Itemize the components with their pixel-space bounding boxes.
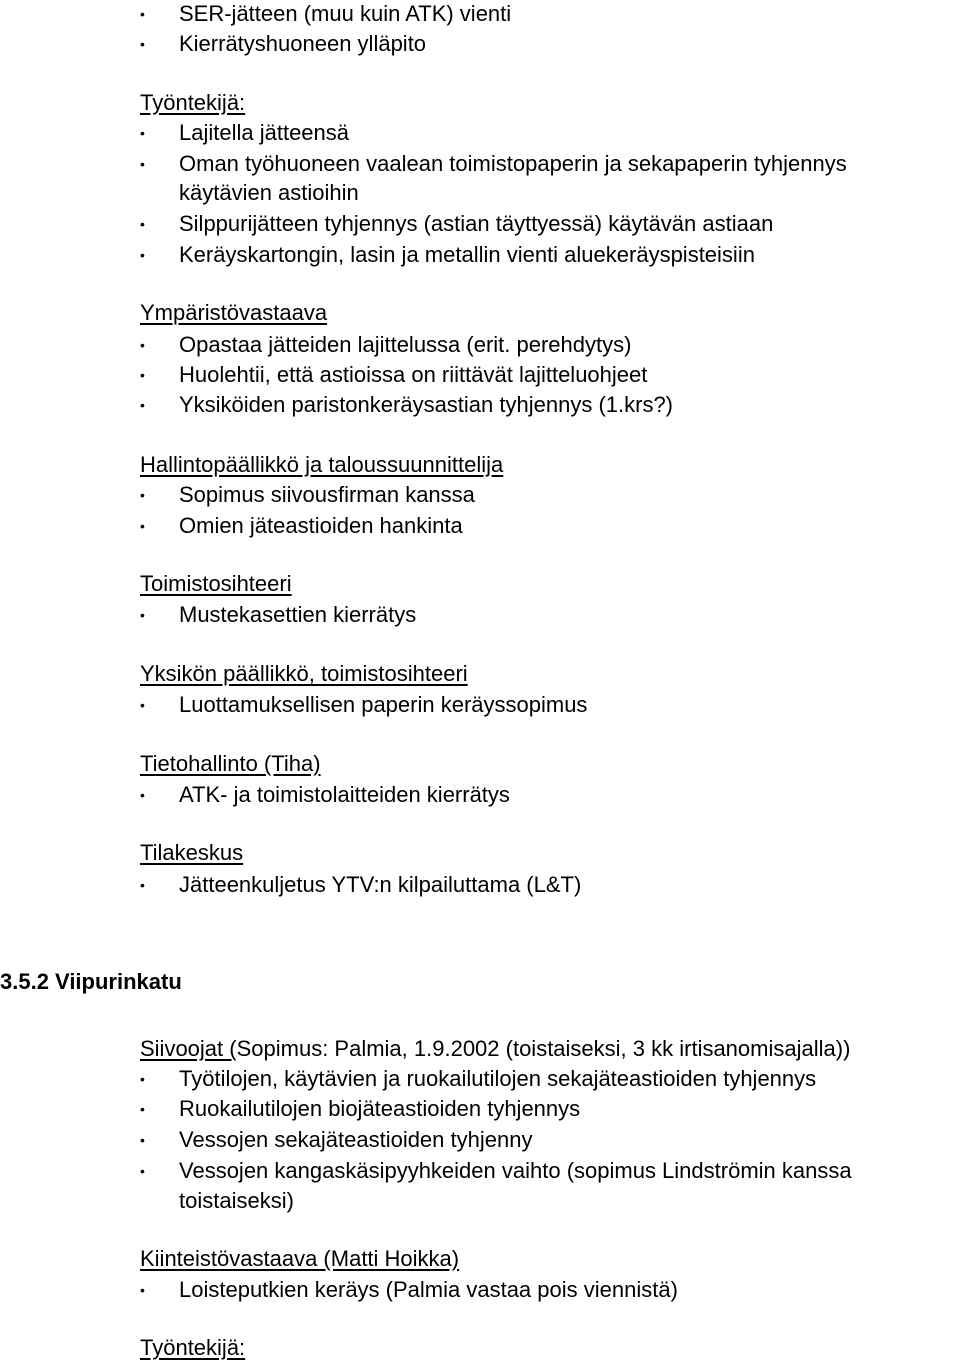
bullet-icon: • bbox=[140, 247, 145, 263]
bullet-icon: • bbox=[140, 1163, 145, 1179]
role-heading-text: Yksikön päällikkö, toimistosihteeri bbox=[140, 661, 468, 686]
list-item-text: SER-jätteen (muu kuin ATK) vienti bbox=[179, 1, 512, 26]
bullet-icon: • bbox=[140, 697, 145, 713]
list-item-text: Kierrätyshuoneen ylläpito bbox=[179, 31, 427, 56]
role-heading-text: Kiinteistövastaava (Matti Hoikka) bbox=[140, 1246, 460, 1271]
role-heading-text: Tietohallinto (Tiha) bbox=[140, 751, 321, 776]
bullet-icon: • bbox=[140, 487, 145, 503]
list-item-text: Työtilojen, käytävien ja ruokailutilojen sekajäteastioiden tyhjennys bbox=[179, 1066, 817, 1091]
bullet-icon: • bbox=[140, 607, 145, 623]
list-item-text: Sopimus siivousfirman kanssa bbox=[179, 482, 475, 507]
list-item-text: Ruokailutilojen biojäteastioiden tyhjennys bbox=[179, 1096, 581, 1121]
role-heading-text: Hallintopäällikkö ja taloussuunnittelija bbox=[140, 452, 504, 477]
list-item-text: toistaiseksi) bbox=[179, 1188, 294, 1213]
bullet-icon: • bbox=[140, 367, 145, 383]
list-item-text: ATK- ja toimistolaitteiden kierrätys bbox=[179, 782, 510, 807]
list-item-text: Keräyskartongin, lasin ja metallin vienti aluekeräyspisteisiin bbox=[179, 242, 755, 267]
role-heading-text: Tilakeskus bbox=[140, 840, 244, 865]
section-title: 3.5.2 Viipurinkatu bbox=[0, 969, 182, 994]
list-item-text: Opastaa jätteiden lajittelussa (erit. perehdytys) bbox=[179, 332, 632, 357]
list-item-text: Loisteputkien keräys (Palmia vastaa pois viennistä) bbox=[179, 1277, 678, 1302]
bullet-icon: • bbox=[140, 216, 145, 232]
list-item-text: Oman työhuoneen vaalean toimistopaperin ja sekapaperin tyhjennys bbox=[179, 151, 847, 176]
bullet-icon: • bbox=[140, 397, 145, 413]
bullet-icon: • bbox=[140, 156, 145, 172]
role-heading-text: Työntekijä: bbox=[140, 90, 246, 115]
role-heading-text: Ympäristövastaava bbox=[140, 300, 328, 325]
list-item-text: Lajitella jätteensä bbox=[179, 120, 350, 145]
list-item-text: Huolehtii, että astioissa on riittävät lajitteluohjeet bbox=[179, 362, 648, 387]
role-heading-rest: Sopimus: Palmia, 1.9.2002 (toistaiseksi, 3 kk irtisanomisajalla)) bbox=[236, 1036, 851, 1061]
bullet-icon: • bbox=[140, 787, 145, 803]
bullet-icon: • bbox=[140, 877, 145, 893]
list-item-text: Jätteenkuljetus YTV:n kilpailuttama (L&T) bbox=[179, 872, 582, 897]
list-item-text: Vessojen kangaskäsipyyhkeiden vaihto (sopimus Lindströmin kanssa bbox=[179, 1158, 852, 1183]
bullet-icon: • bbox=[140, 125, 145, 141]
role-heading-text bbox=[140, 1035, 850, 1063]
bullet-icon: • bbox=[140, 6, 145, 22]
list-item-text: Luottamuksellisen paperin keräyssopimus bbox=[179, 692, 588, 717]
list-item-text: Silppurijätteen tyhjennys (astian täyttyessä) käytävän astiaan bbox=[179, 211, 774, 236]
list-item-text: Yksiköiden paristonkeräysastian tyhjennys (1.krs?) bbox=[179, 392, 674, 417]
role-heading-underlined: Siivoojat ( bbox=[140, 1036, 237, 1061]
bullet-icon: • bbox=[140, 1132, 145, 1148]
bullet-icon: • bbox=[140, 337, 145, 353]
bullet-icon: • bbox=[140, 1071, 145, 1087]
bullet-icon: • bbox=[140, 36, 145, 52]
bullet-icon: • bbox=[140, 518, 145, 534]
role-heading-text: Työntekijä: bbox=[140, 1335, 246, 1360]
bullet-icon: • bbox=[140, 1101, 145, 1117]
list-item-text: käytävien astioihin bbox=[179, 180, 359, 205]
list-item-text: Omien jäteastioiden hankinta bbox=[179, 513, 463, 538]
bullet-icon: • bbox=[140, 1282, 145, 1298]
list-item-text: Mustekasettien kierrätys bbox=[179, 602, 417, 627]
list-item-text: Vessojen sekajäteastioiden tyhjenny bbox=[179, 1127, 533, 1152]
role-heading-text: Toimistosihteeri bbox=[140, 571, 292, 596]
